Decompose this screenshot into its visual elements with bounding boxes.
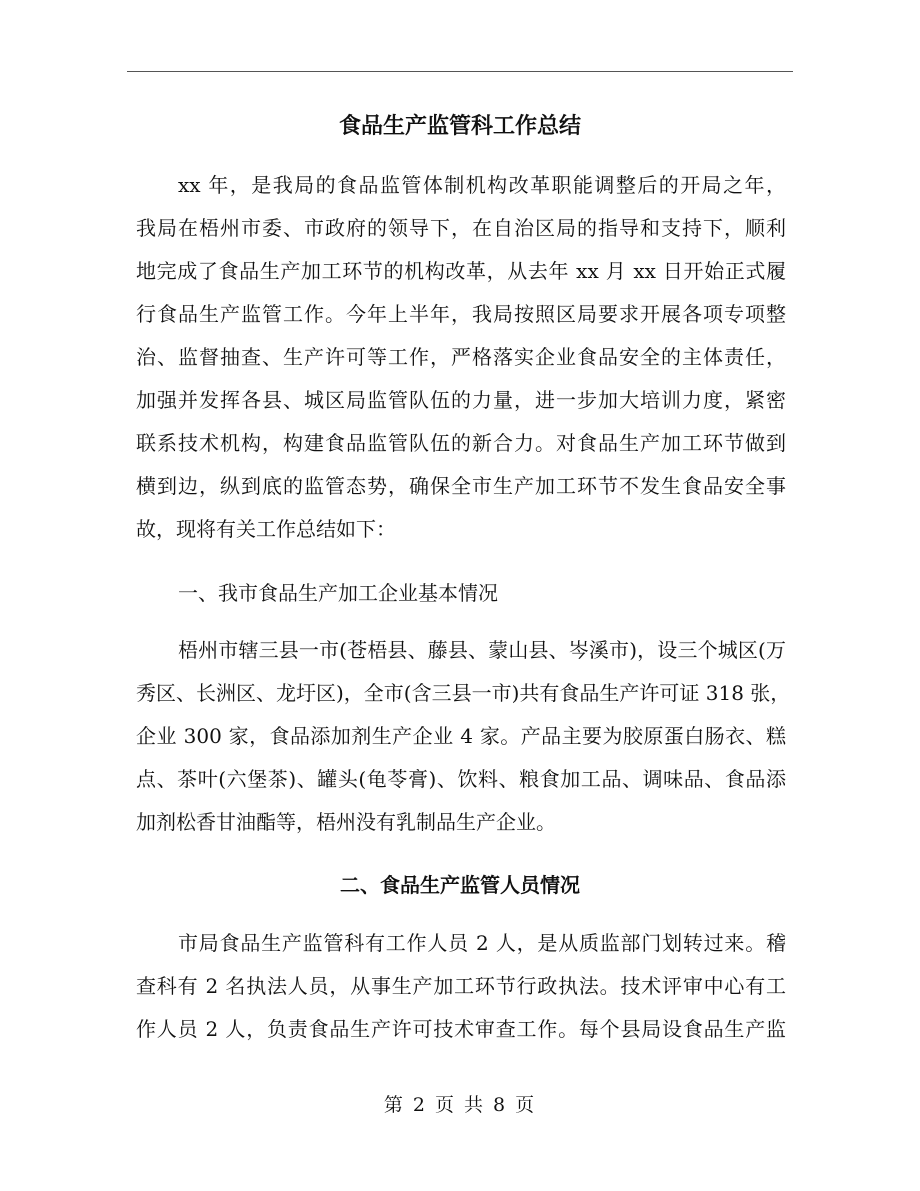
paragraph-1-line-9: 故，现将有关工作总结如下： <box>136 517 396 541</box>
paragraph-1-line-5: 治、监督抽查、生产许可等工作，严格落实企业食品安全的主体责任， <box>136 345 786 369</box>
paragraph-3-line-1: 市局食品生产监管科有工作人员 2 人，是从质监部门划转过来。稽 <box>178 931 786 955</box>
section-2-heading: 二、食品生产监管人员情况 <box>340 873 580 897</box>
paragraph-1-line-2: 我局在梧州市委、市政府的领导下，在自治区局的指导和支持下，顺利 <box>136 216 786 240</box>
paragraph-1-line-6: 加强并发挥各县、城区局监管队伍的力量，进一步加大培训力度，紧密 <box>136 388 786 412</box>
paragraph-2-line-1: 梧州市辖三县一市(苍梧县、藤县、蒙山县、岑溪市)，设三个城区(万 <box>178 638 786 662</box>
paragraph-1-line-8: 横到边，纵到底的监管态势，确保全市生产加工环节不发生食品安全事 <box>136 474 786 498</box>
paragraph-3-line-2: 查科有 2 名执法人员，从事生产加工环节行政执法。技术评审中心有工 <box>136 974 786 998</box>
paragraph-3-line-3: 作人员 2 人，负责食品生产许可技术审查工作。每个县局设食品生产监 <box>136 1017 786 1041</box>
paragraph-1-line-3: 地完成了食品生产加工环节的机构改革，从去年 xx 月 xx 日开始正式履 <box>136 259 786 283</box>
paragraph-2-line-4: 点、茶叶(六堡茶)、罐头(龟苓膏)、饮料、粮食加工品、调味品、食品添 <box>136 767 786 791</box>
section-1-heading: 一、我市食品生产加工企业基本情况 <box>178 581 498 605</box>
paragraph-2-line-2: 秀区、长洲区、龙圩区)，全市(含三县一市)共有食品生产许可证 318 张， <box>136 681 791 705</box>
paragraph-2-line-5: 加剂松香甘油酯等，梧州没有乳制品生产企业。 <box>136 810 556 834</box>
header-rule <box>127 71 793 72</box>
paragraph-1-line-7: 联系技术机构，构建食品监管队伍的新合力。对食品生产加工环节做到 <box>136 431 786 455</box>
paragraph-1-line-4: 行食品生产监管工作。今年上半年，我局按照区局要求开展各项专项整 <box>136 302 786 326</box>
paragraph-1-line-1: xx 年，是我局的食品监管体制机构改革职能调整后的开局之年， <box>178 173 786 197</box>
document-title: 食品生产监管科工作总结 <box>338 113 581 139</box>
page-number-footer: 第 2 页 共 8 页 <box>383 1094 537 1116</box>
paragraph-2-line-3: 企业 300 家，食品添加剂生产企业 4 家。产品主要为胶原蛋白肠衣、糕 <box>136 724 786 748</box>
